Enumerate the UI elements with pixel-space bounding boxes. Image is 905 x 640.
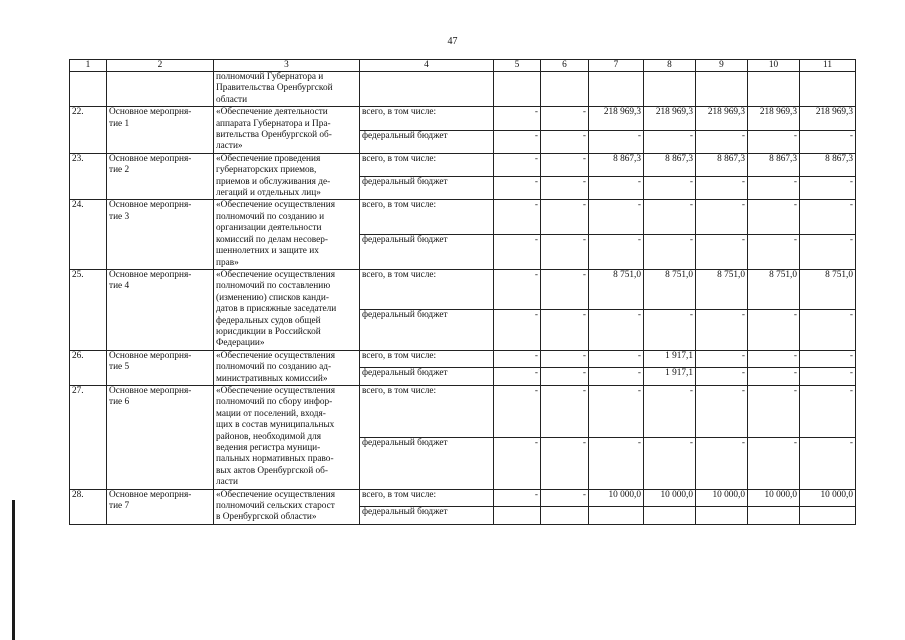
funding-source: всего, в том числе: — [360, 153, 494, 176]
amount-cell: - — [494, 489, 541, 507]
amount-cell: - — [748, 200, 800, 235]
text-line: тие 5 — [109, 362, 130, 373]
amount-cell: 218 969,3 — [748, 107, 800, 130]
text-line: министративных комиссий» — [216, 373, 328, 384]
amount-cell: - — [696, 350, 748, 368]
column-header-row — [70, 60, 856, 72]
text-line: тие 2 — [109, 165, 130, 176]
row-number: 25. — [70, 269, 107, 350]
row-number: 24. — [70, 200, 107, 269]
text-line: Основное меропрня- — [109, 153, 192, 164]
text-line: полномочий по сбору инфор- — [216, 397, 333, 408]
amount-cell: - — [748, 235, 800, 270]
amount-cell: - — [696, 310, 748, 350]
amount-cell: - — [800, 200, 856, 235]
amount-cell: - — [494, 310, 541, 350]
text-line: «Обеспечение осуществления — [216, 350, 336, 361]
amount-cell: - — [589, 368, 644, 386]
column-header: 5 — [494, 60, 541, 72]
text-line: комиссий по делам несовер- — [216, 234, 328, 245]
amount-cell: - — [748, 350, 800, 368]
row-number: 27. — [70, 385, 107, 489]
text-line: Основное меропрня- — [109, 350, 192, 361]
table-row — [70, 153, 856, 176]
text-line: Основное меропрня- — [109, 385, 192, 396]
event-name — [107, 107, 214, 154]
text-line: в Оренбургской области» — [216, 512, 317, 523]
amount-cell: 1 917,1 — [644, 350, 696, 368]
text-line: «Обеспечение осуществления — [216, 269, 336, 280]
amount-cell: - — [541, 489, 589, 507]
text-line: области — [216, 94, 248, 105]
amount-cell: - — [696, 368, 748, 386]
text-line: тие 6 — [109, 397, 130, 408]
empty-cell — [748, 72, 800, 107]
text-line: шеннолетних и защите их — [216, 246, 319, 257]
empty-cell — [494, 72, 541, 107]
text-line: ведения регистра муници- — [216, 443, 321, 453]
amount-cell: - — [748, 177, 800, 200]
amount-cell: 8 867,3 — [589, 153, 644, 176]
amount-cell: - — [541, 107, 589, 130]
table-row — [70, 489, 856, 507]
event-name — [107, 385, 214, 489]
text-line: ласти — [216, 477, 238, 488]
text-line: «Обеспечение осуществления — [216, 200, 336, 211]
funding-source: федеральный бюджет — [360, 437, 494, 489]
amount-cell: 10 000,0 — [800, 489, 856, 507]
amount-cell: - — [541, 235, 589, 270]
funding-source: федеральный бюджет — [360, 507, 494, 525]
amount-cell: 10 000,0 — [748, 489, 800, 507]
amount-cell: - — [748, 130, 800, 153]
left-margin-rule — [12, 500, 15, 640]
amount-cell: - — [748, 368, 800, 386]
amount-cell: - — [589, 310, 644, 350]
column-header: 4 — [360, 60, 494, 72]
table-row — [70, 200, 856, 235]
funding-source: всего, в том числе: — [360, 269, 494, 309]
amount-cell: - — [748, 385, 800, 437]
amount-cell: - — [800, 130, 856, 153]
event-name — [107, 153, 214, 200]
table-body — [70, 60, 856, 525]
continued-row — [70, 72, 856, 107]
funding-source: федеральный бюджет — [360, 130, 494, 153]
empty-cell — [696, 72, 748, 107]
amount-cell: - — [494, 385, 541, 437]
amount-cell: 10 000,0 — [696, 489, 748, 507]
row-number-cell — [70, 72, 107, 107]
text-line: приемов и обслуживания де- — [216, 176, 331, 187]
amount-cell: - — [644, 130, 696, 153]
amount-cell: - — [494, 368, 541, 386]
column-header: 6 — [541, 60, 589, 72]
amount-cell: - — [494, 153, 541, 176]
amount-cell — [748, 507, 800, 525]
amount-cell: - — [748, 310, 800, 350]
funding-source: всего, в том числе: — [360, 385, 494, 437]
amount-cell: - — [800, 310, 856, 350]
amount-cell: - — [494, 437, 541, 489]
budget-table — [69, 59, 856, 525]
empty-cell — [360, 72, 494, 107]
event-name — [107, 350, 214, 385]
description-cell — [214, 72, 360, 107]
amount-cell: - — [541, 385, 589, 437]
amount-cell: 8 867,3 — [696, 153, 748, 176]
amount-cell: 10 000,0 — [644, 489, 696, 507]
column-header: 7 — [589, 60, 644, 72]
event-name — [107, 489, 214, 524]
amount-cell: - — [644, 385, 696, 437]
text-line: пальных нормативных право- — [216, 454, 334, 465]
amount-cell: 10 000,0 — [589, 489, 644, 507]
amount-cell — [589, 507, 644, 525]
column-header: 1 — [70, 60, 107, 72]
column-header: 8 — [644, 60, 696, 72]
text-line: щих в состав муниципальных — [216, 420, 335, 431]
column-header: 11 — [800, 60, 856, 72]
text-line: «Обеспечение осуществления — [216, 385, 336, 396]
text-line: датов в присяжные заседатели — [216, 304, 337, 315]
text-line: полномочий Губернатора и — [216, 72, 324, 82]
amount-cell: 1 917,1 — [644, 368, 696, 386]
text-line: ласти» — [216, 141, 243, 152]
funding-source: всего, в том числе: — [360, 489, 494, 507]
amount-cell: 8 867,3 — [800, 153, 856, 176]
amount-cell: - — [696, 385, 748, 437]
empty-cell — [541, 72, 589, 107]
amount-cell: - — [800, 350, 856, 368]
amount-cell: - — [589, 437, 644, 489]
funding-source: федеральный бюджет — [360, 235, 494, 270]
row-number: 23. — [70, 153, 107, 200]
event-cell — [107, 72, 214, 107]
amount-cell — [800, 507, 856, 525]
text-line: Основное меропрня- — [109, 489, 192, 500]
text-line: вых актов Оренбургской об- — [216, 465, 328, 476]
row-number: 26. — [70, 350, 107, 385]
text-line: «Обеспечение проведения — [216, 153, 321, 164]
amount-cell: - — [541, 350, 589, 368]
amount-cell: - — [800, 437, 856, 489]
amount-cell: 8 867,3 — [748, 153, 800, 176]
row-number: 28. — [70, 489, 107, 524]
amount-cell: 8 751,0 — [644, 269, 696, 309]
table-row — [70, 350, 856, 368]
event-description — [214, 350, 360, 385]
amount-cell: - — [800, 385, 856, 437]
amount-cell: - — [748, 437, 800, 489]
row-number: 22. — [70, 107, 107, 154]
event-description — [214, 489, 360, 524]
event-description — [214, 385, 360, 489]
amount-cell: - — [541, 130, 589, 153]
amount-cell: - — [800, 235, 856, 270]
amount-cell: 8 751,0 — [696, 269, 748, 309]
amount-cell: - — [589, 385, 644, 437]
amount-cell: - — [800, 368, 856, 386]
text-line: «Обеспечение осуществления — [216, 489, 336, 500]
amount-cell — [494, 507, 541, 525]
amount-cell: - — [696, 130, 748, 153]
amount-cell: 8 751,0 — [589, 269, 644, 309]
funding-source: федеральный бюджет — [360, 368, 494, 386]
text-line: Федерации» — [216, 338, 265, 349]
amount-cell: - — [696, 235, 748, 270]
text-line: Основное меропрня- — [109, 107, 192, 118]
empty-cell — [644, 72, 696, 107]
text-line: (изменению) списков канди- — [216, 292, 329, 303]
funding-source: федеральный бюджет — [360, 310, 494, 350]
amount-cell: 218 969,3 — [644, 107, 696, 130]
amount-cell: 8 751,0 — [748, 269, 800, 309]
amount-cell: - — [644, 310, 696, 350]
event-description — [214, 107, 360, 154]
event-description — [214, 153, 360, 200]
amount-cell: - — [494, 350, 541, 368]
text-line: Основное меропрня- — [109, 200, 192, 211]
text-line: полномочий по составлению — [216, 281, 331, 292]
amount-cell: 218 969,3 — [696, 107, 748, 130]
column-header: 2 — [107, 60, 214, 72]
amount-cell: - — [589, 235, 644, 270]
amount-cell: - — [541, 368, 589, 386]
funding-source: всего, в том числе: — [360, 350, 494, 368]
amount-cell: - — [541, 153, 589, 176]
column-header: 3 — [214, 60, 360, 72]
event-description — [214, 269, 360, 350]
text-line: полномочий по созданию ад- — [216, 362, 332, 373]
amount-cell — [644, 507, 696, 525]
table-row — [70, 107, 856, 130]
amount-cell: - — [644, 200, 696, 235]
amount-cell: - — [541, 437, 589, 489]
amount-cell: - — [644, 437, 696, 489]
funding-source: всего, в том числе: — [360, 200, 494, 235]
amount-cell: - — [696, 177, 748, 200]
event-name — [107, 269, 214, 350]
amount-cell: - — [541, 310, 589, 350]
amount-cell: - — [644, 235, 696, 270]
amount-cell: - — [541, 177, 589, 200]
text-line: районов, необходимой для — [216, 431, 322, 442]
text-line: Правительства Оренбургской — [216, 83, 333, 94]
amount-cell: - — [494, 130, 541, 153]
empty-cell — [589, 72, 644, 107]
amount-cell: - — [541, 200, 589, 235]
amount-cell: - — [494, 235, 541, 270]
amount-cell: - — [589, 350, 644, 368]
text-line: вительства Оренбургской об- — [216, 130, 332, 141]
text-line: тие 1 — [109, 118, 130, 129]
amount-cell: - — [589, 200, 644, 235]
text-line: «Обеспечение деятельности — [216, 107, 328, 118]
text-line: мации от поселений, входя- — [216, 408, 326, 419]
table-row — [70, 269, 856, 309]
text-line: полномочий по созданию и — [216, 211, 325, 222]
amount-cell: - — [644, 177, 696, 200]
amount-cell: - — [494, 269, 541, 309]
text-line: аппарата Губернатора и Пра- — [216, 118, 331, 129]
amount-cell: 8 751,0 — [800, 269, 856, 309]
amount-cell: - — [541, 269, 589, 309]
amount-cell — [541, 507, 589, 525]
amount-cell: - — [696, 437, 748, 489]
amount-cell: - — [494, 177, 541, 200]
empty-cell — [800, 72, 856, 107]
amount-cell: 8 867,3 — [644, 153, 696, 176]
amount-cell: 218 969,3 — [589, 107, 644, 130]
text-line: Основное меропрня- — [109, 269, 192, 280]
text-line: тие 4 — [109, 281, 130, 292]
text-line: юрисдикции в Российской — [216, 326, 321, 337]
event-description — [214, 200, 360, 269]
amount-cell: - — [589, 130, 644, 153]
amount-cell: - — [800, 177, 856, 200]
funding-source: федеральный бюджет — [360, 177, 494, 200]
table-row — [70, 385, 856, 437]
amount-cell: - — [696, 200, 748, 235]
amount-cell — [696, 507, 748, 525]
text-line: организации деятельности — [216, 223, 322, 234]
event-name — [107, 200, 214, 269]
text-line: тие 3 — [109, 211, 130, 222]
amount-cell: - — [589, 177, 644, 200]
amount-cell: 218 969,3 — [800, 107, 856, 130]
funding-source: всего, в том числе: — [360, 107, 494, 130]
text-line: легаций и отдельных лиц» — [216, 188, 321, 199]
amount-cell: - — [494, 107, 541, 130]
column-header: 10 — [748, 60, 800, 72]
text-line: федеральных судов общей — [216, 315, 321, 326]
text-line: прав» — [216, 257, 239, 268]
text-line: тие 7 — [109, 501, 130, 512]
text-line: полномочий сельских старост — [216, 501, 335, 512]
page-number: 47 — [447, 36, 458, 47]
amount-cell: - — [494, 200, 541, 235]
column-header: 9 — [696, 60, 748, 72]
text-line: губернаторских приемов, — [216, 165, 317, 176]
